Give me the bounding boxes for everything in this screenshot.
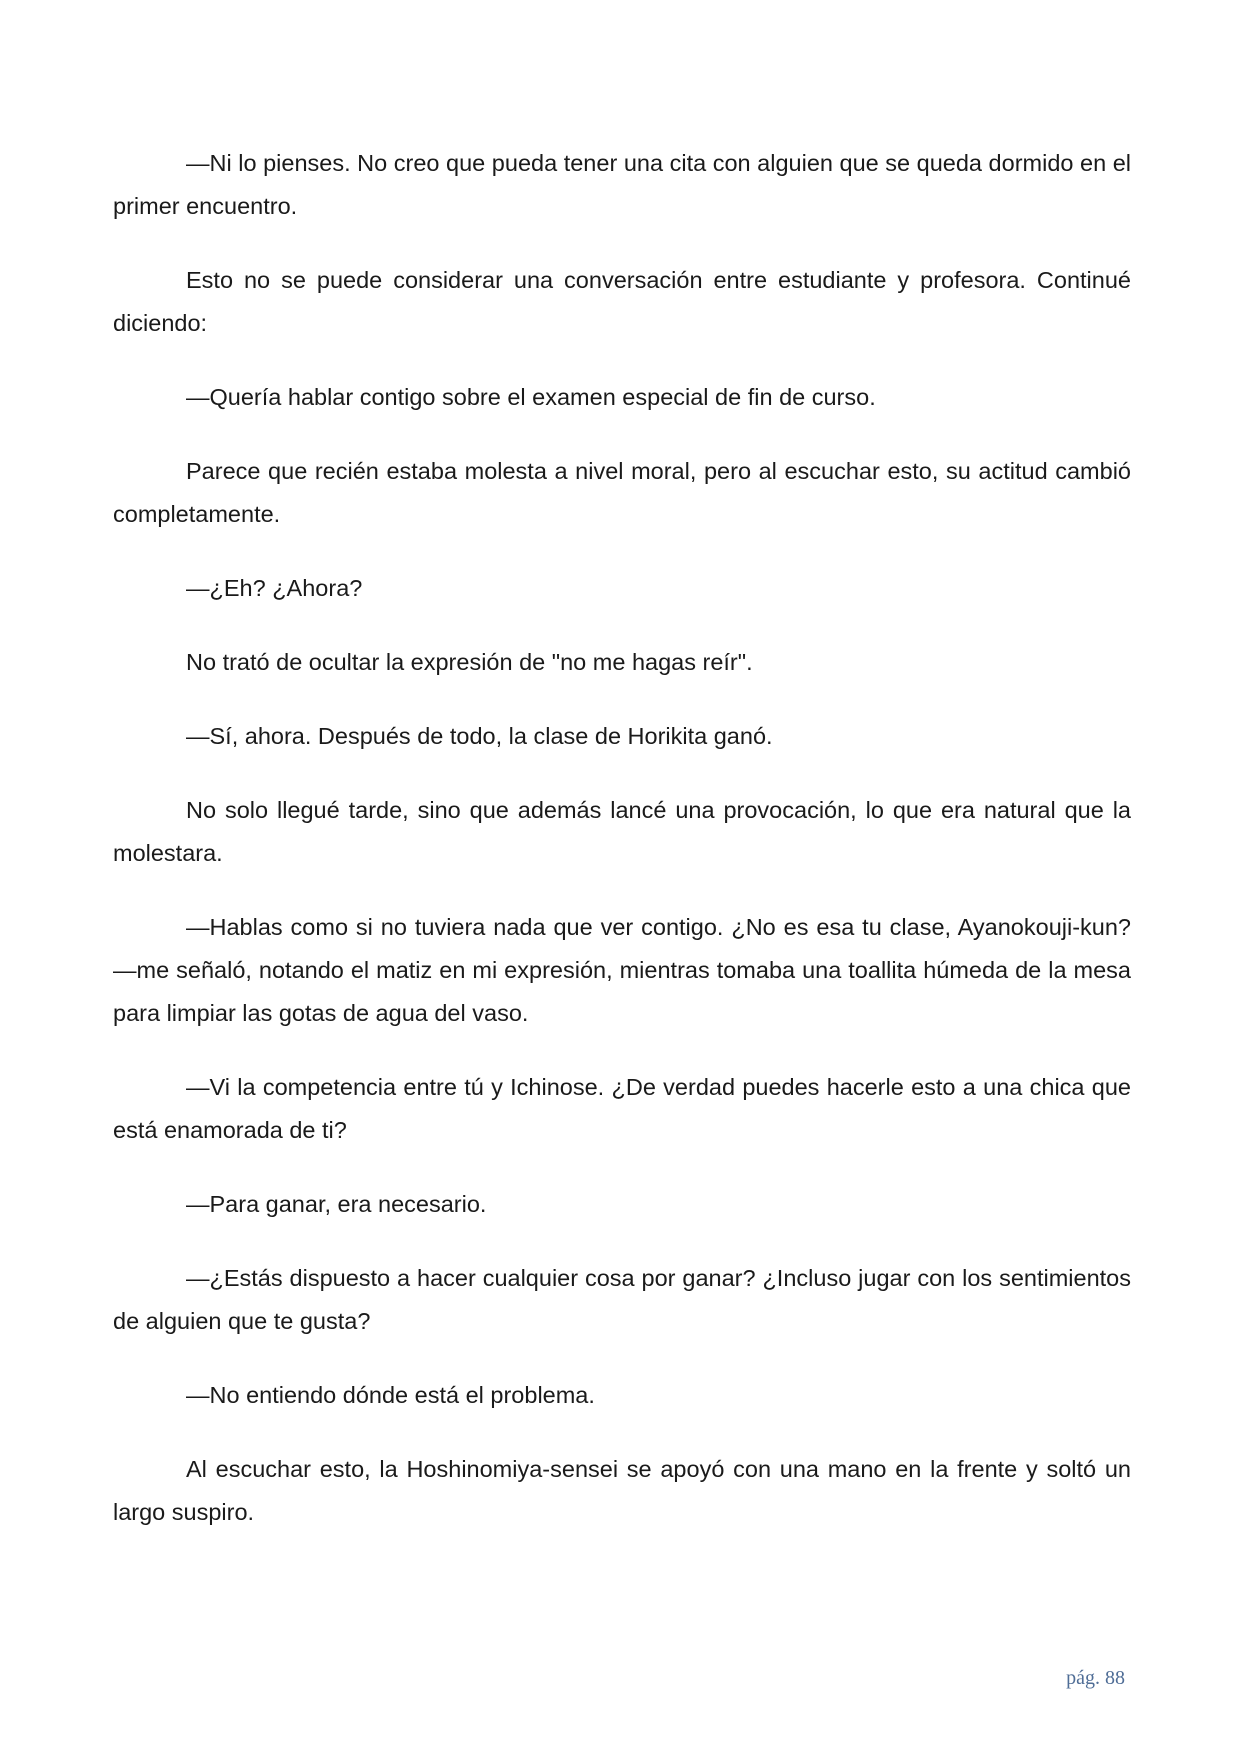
paragraph-10: —Vi la competencia entre tú y Ichinose. ¿De verdad puedes hacerle esto a una chica que está enamorada de ti?: [113, 1074, 1131, 1143]
paragraph-6: No trató de ocultar la expresión de "no me hagas reír".: [186, 649, 753, 675]
paragraph-14: Al escuchar esto, la Hoshinomiya-sensei se apoyó con una mano en la frente y soltó un largo suspiro.: [113, 1456, 1131, 1525]
paragraph-5: —¿Eh? ¿Ahora?: [186, 575, 363, 601]
paragraph-4: Parece que recién estaba molesta a nivel moral, pero al escuchar esto, su actitud cambió completamente.: [113, 458, 1131, 527]
page-number: pág. 88: [1066, 1667, 1125, 1689]
paragraph-3: —Quería hablar contigo sobre el examen especial de fin de curso.: [186, 384, 876, 410]
paragraph-2: Esto no se puede considerar una conversación entre estudiante y profesora. Continué diciendo:: [113, 267, 1131, 336]
paragraph-11: —Para ganar, era necesario.: [186, 1191, 487, 1217]
page-body-text: [113, 142, 1131, 1565]
paragraph-7: —Sí, ahora. Después de todo, la clase de Horikita ganó.: [186, 723, 773, 749]
paragraph-12: —¿Estás dispuesto a hacer cualquier cosa por ganar? ¿Incluso jugar con los sentimientos de alguien que te gusta?: [113, 1265, 1131, 1334]
paragraph-1: —Ni lo pienses. No creo que pueda tener una cita con alguien que se queda dormido en el primer encuentro.: [113, 150, 1131, 219]
paragraph-13: —No entiendo dónde está el problema.: [186, 1382, 595, 1408]
paragraph-8: No solo llegué tarde, sino que además lancé una provocación, lo que era natural que la molestara.: [113, 797, 1131, 866]
paragraph-9: —Hablas como si no tuviera nada que ver contigo. ¿No es esa tu clase, Ayanokouji-kun? —me señaló, notando el matiz en mi expresión, mientras tomaba una toallita húmeda de la mesa para limpiar las gotas de agua del vaso.: [113, 914, 1131, 1026]
